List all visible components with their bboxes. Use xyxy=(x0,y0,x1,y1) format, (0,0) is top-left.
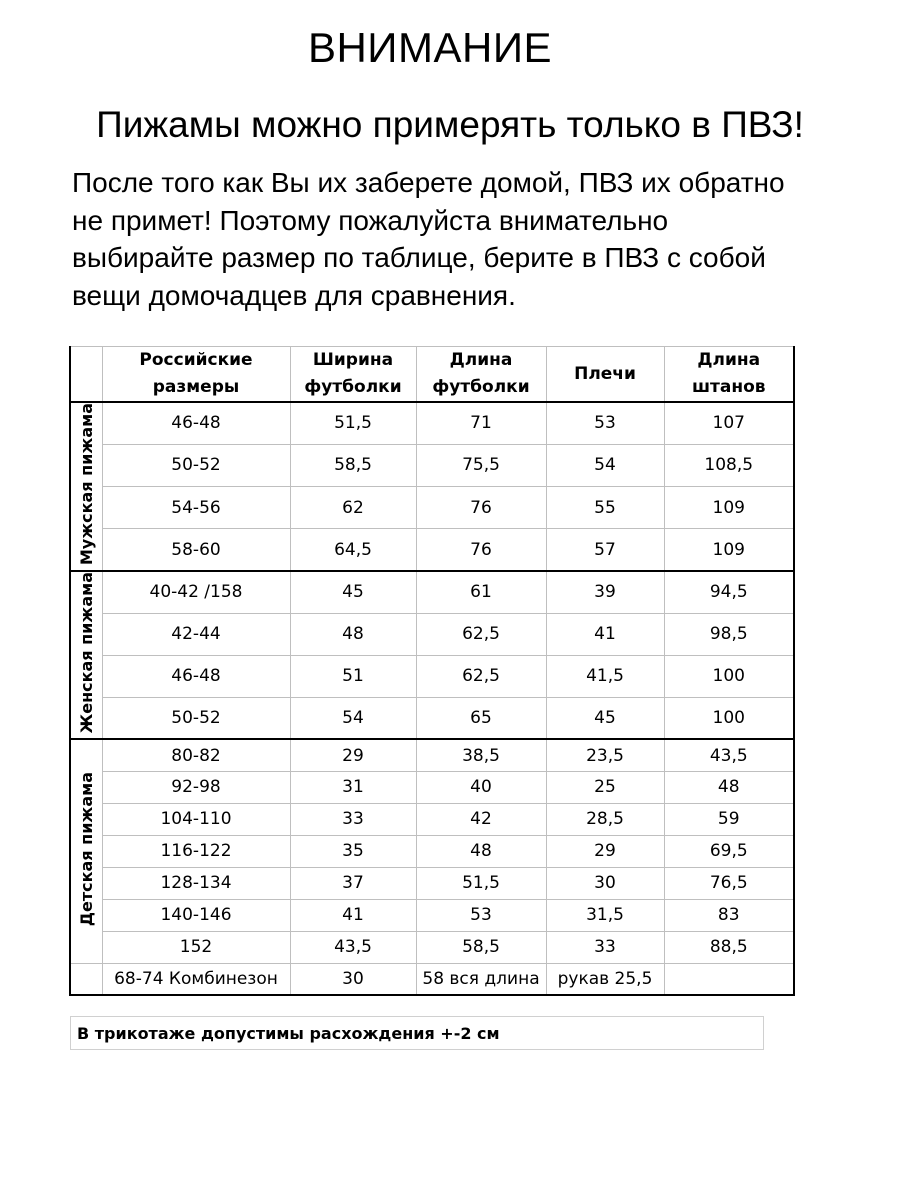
table-row xyxy=(70,899,794,931)
cell-shirt-length: 62,5 xyxy=(416,613,546,655)
paragraph-line: выбирайте размер по таблице, берите в ПВЗ с собой xyxy=(72,242,766,273)
cell-size: 92-98 xyxy=(102,771,290,803)
size-table xyxy=(69,346,795,996)
cell-shirt-width: 58,5 xyxy=(290,444,416,486)
cell-shirt-length: 61 xyxy=(416,571,546,613)
table-row xyxy=(70,613,794,655)
cell-size: 40-42 /158 xyxy=(102,571,290,613)
cell-size: 58-60 xyxy=(102,529,290,571)
cell-size: 128-134 xyxy=(102,867,290,899)
paragraph-line: вещи домочадцев для сравнения. xyxy=(72,279,516,311)
cell-size: 46-48 xyxy=(102,655,290,697)
cell-pants-length: 83 xyxy=(664,899,794,931)
cell-size: 54-56 xyxy=(102,487,290,529)
cell-shirt-width: 33 xyxy=(290,803,416,835)
cell-shoulders: 54 xyxy=(546,444,664,486)
cell-size: 116-122 xyxy=(102,835,290,867)
cell-size: 80-82 xyxy=(102,739,290,771)
table-row xyxy=(70,529,794,571)
header-pants-length: Длина штанов xyxy=(664,347,794,403)
cell-size: 46-48 xyxy=(102,402,290,444)
cell-shirt-length: 38,5 xyxy=(416,739,546,771)
table-row xyxy=(70,655,794,697)
cell-shirt-length: 65 xyxy=(416,697,546,739)
cell-shirt-length: 53 xyxy=(416,899,546,931)
cell-shirt-length: 51,5 xyxy=(416,867,546,899)
cell-shoulders: 31,5 xyxy=(546,899,664,931)
cell-shirt-width: 64,5 xyxy=(290,529,416,571)
header-shirt-length: Длина футболки xyxy=(416,347,546,403)
cell-pants-length: 76,5 xyxy=(664,867,794,899)
cell-pants-length: 109 xyxy=(664,529,794,571)
empty-group-cell xyxy=(70,963,102,995)
cell-shirt-length: 62,5 xyxy=(416,655,546,697)
cell-shirt-width: 62 xyxy=(290,487,416,529)
cell-shirt-width: 43,5 xyxy=(290,931,416,963)
cell-shoulders: 53 xyxy=(546,402,664,444)
cell-shoulders: 28,5 xyxy=(546,803,664,835)
group-label-kids: Детская пижама xyxy=(70,739,102,963)
page-title: ВНИМАНИЕ xyxy=(307,24,553,71)
cell-pants-length: 100 xyxy=(664,697,794,739)
cell-shirt-length: 42 xyxy=(416,803,546,835)
cell-pants-length xyxy=(664,963,794,995)
group-label-women: Женская пижама xyxy=(70,571,102,739)
cell-shirt-length: 48 xyxy=(416,835,546,867)
cell-pants-length: 109 xyxy=(664,487,794,529)
cell-shirt-width: 29 xyxy=(290,739,416,771)
cell-size: 104-110 xyxy=(102,803,290,835)
cell-shoulders: рукав 25,5 xyxy=(546,963,664,995)
cell-size: 50-52 xyxy=(102,697,290,739)
table-row xyxy=(70,739,794,771)
header-shirt-width: Ширина футболки xyxy=(290,347,416,403)
cell-size: 140-146 xyxy=(102,899,290,931)
header-russian-sizes: Российские размеры xyxy=(102,347,290,403)
table-row xyxy=(70,487,794,529)
cell-shoulders: 30 xyxy=(546,867,664,899)
paragraph-line: После того как Вы их заберете домой, ПВЗ их обратно xyxy=(72,167,785,198)
cell-pants-length: 48 xyxy=(664,771,794,803)
table-row xyxy=(70,803,794,835)
headline: Пижамы можно примерять только в ПВЗ! xyxy=(96,104,804,145)
cell-shirt-width: 48 xyxy=(290,613,416,655)
cell-pants-length: 100 xyxy=(664,655,794,697)
cell-shirt-width: 31 xyxy=(290,771,416,803)
table-row xyxy=(70,402,794,444)
cell-shoulders: 23,5 xyxy=(546,739,664,771)
cell-shoulders: 41,5 xyxy=(546,655,664,697)
cell-shirt-length: 71 xyxy=(416,402,546,444)
cell-shirt-width: 51 xyxy=(290,655,416,697)
cell-pants-length: 98,5 xyxy=(664,613,794,655)
cell-pants-length: 59 xyxy=(664,803,794,835)
cell-pants-length: 107 xyxy=(664,402,794,444)
cell-size: 50-52 xyxy=(102,444,290,486)
tolerance-note: В трикотаже допустимы расхождения +-2 см xyxy=(70,1016,764,1050)
cell-shirt-length: 76 xyxy=(416,529,546,571)
cell-shoulders: 29 xyxy=(546,835,664,867)
cell-pants-length: 108,5 xyxy=(664,444,794,486)
cell-pants-length: 88,5 xyxy=(664,931,794,963)
cell-shirt-width: 35 xyxy=(290,835,416,867)
cell-shirt-length: 58,5 xyxy=(416,931,546,963)
cell-size: 152 xyxy=(102,931,290,963)
cell-shirt-width: 37 xyxy=(290,867,416,899)
paragraph-line: не примет! Поэтому пожалуйста внимательно xyxy=(72,204,669,236)
table-row xyxy=(70,571,794,613)
cell-shirt-length: 40 xyxy=(416,771,546,803)
cell-shoulders: 33 xyxy=(546,931,664,963)
table-row xyxy=(70,444,794,486)
cell-shoulders: 45 xyxy=(546,697,664,739)
table-row xyxy=(70,771,794,803)
cell-shoulders: 41 xyxy=(546,613,664,655)
cell-shoulders: 55 xyxy=(546,487,664,529)
cell-size: 42-44 xyxy=(102,613,290,655)
cell-shirt-width: 51,5 xyxy=(290,402,416,444)
table-corner xyxy=(70,347,102,403)
table-row xyxy=(70,931,794,963)
cell-shirt-length: 76 xyxy=(416,487,546,529)
warning-paragraph xyxy=(72,164,852,314)
cell-shoulders: 25 xyxy=(546,771,664,803)
table-row xyxy=(70,835,794,867)
table-row xyxy=(70,697,794,739)
table-row xyxy=(70,867,794,899)
cell-shirt-width: 45 xyxy=(290,571,416,613)
cell-shirt-length: 58 вся длина xyxy=(416,963,546,995)
header-shoulders: Плечи xyxy=(546,347,664,403)
table-row-romper xyxy=(70,963,794,995)
cell-shirt-width: 30 xyxy=(290,963,416,995)
group-label-men: Мужская пижама xyxy=(70,402,102,571)
cell-size: 68-74 Комбинезон xyxy=(102,963,290,995)
cell-shirt-length: 75,5 xyxy=(416,444,546,486)
cell-shoulders: 39 xyxy=(546,571,664,613)
cell-shirt-width: 41 xyxy=(290,899,416,931)
cell-shoulders: 57 xyxy=(546,529,664,571)
cell-shirt-width: 54 xyxy=(290,697,416,739)
cell-pants-length: 94,5 xyxy=(664,571,794,613)
cell-pants-length: 43,5 xyxy=(664,739,794,771)
cell-pants-length: 69,5 xyxy=(664,835,794,867)
